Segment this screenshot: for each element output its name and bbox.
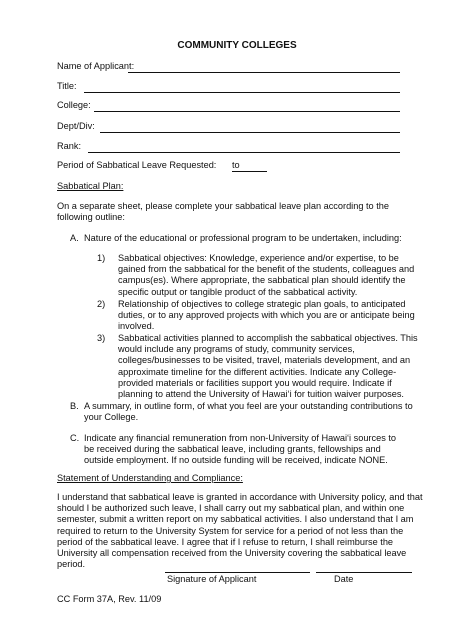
title-field[interactable] bbox=[84, 92, 400, 93]
name-label: Name of Applicant: bbox=[57, 61, 135, 71]
signature-line[interactable] bbox=[165, 572, 310, 573]
statement-heading: Statement of Understanding and Compliance: bbox=[57, 473, 243, 483]
item-3-text: Sabbatical activities planned to accomplish the sabbatical objectives. This would include any programs of study, community services, colleges/businesses to be visited, travel, materials development, and an approximate timeline for the different activities. Indicate any College-provided materials or facilities support you would require. Indicate if planning to attend the University of Hawai‘i for tuition waiver purposes. bbox=[118, 333, 418, 400]
title-label: Title: bbox=[57, 81, 77, 91]
signature-label: Signature of Applicant bbox=[167, 574, 257, 584]
date-line[interactable] bbox=[316, 572, 412, 573]
dept-field[interactable] bbox=[100, 132, 400, 133]
section-b-text: A summary, in outline form, of what you feel are your outstanding contributions to your College. bbox=[84, 401, 413, 423]
period-label: Period of Sabbatical Leave Requested: bbox=[57, 160, 217, 170]
item-3-number: 3) bbox=[97, 333, 106, 343]
item-2-text: Relationship of objectives to college strategic plan goals, to anticipated duties, or to any approved projects with which you are or anticipate being involved. bbox=[118, 299, 415, 332]
college-label: College: bbox=[57, 100, 91, 110]
period-to-label: to bbox=[232, 160, 240, 170]
plan-heading: Sabbatical Plan: bbox=[57, 181, 124, 191]
item-1-number: 1) bbox=[97, 253, 106, 263]
page-title: COMMUNITY COLLEGES bbox=[177, 40, 297, 51]
form-footer: CC Form 37A, Rev. 11/09 bbox=[57, 594, 162, 604]
section-c-label: C. bbox=[70, 433, 80, 443]
statement-text: I understand that sabbatical leave is granted in accordance with University policy, and that should I be authorized such leave, I shall carry out my sabbatical plan, and within one semester, submit a written report on my sabbatical activities. I also understand that I am required to return to the University System for service for a period of not less than the period of the sabbatical leave. I agree that if I refuse to return, I shall reimburse the University all compensation received from the University covering the sabbatical leave period. bbox=[57, 492, 423, 570]
rank-label: Rank: bbox=[57, 141, 82, 151]
section-c-text: Indicate any financial remuneration from non-University of Hawai‘i sources to be received during the sabbatical leave, including grants, fellowships and outside employment. If no outside funding will be received, indicate NONE. bbox=[84, 433, 397, 466]
name-field[interactable] bbox=[128, 72, 400, 73]
college-field[interactable] bbox=[94, 111, 400, 112]
section-a-label: A. bbox=[70, 233, 79, 243]
item-1-text: Sabbatical objectives: Knowledge, experience and/or expertise, to be gained from the sabbatical for the benefit of the students, colleagues and campus(es). Where appropriate, the sabbatical plan should identify the specific output or tangible product of the sabbatical activity. bbox=[118, 253, 415, 297]
section-a-text: Nature of the educational or professional program to be undertaken, including: bbox=[84, 233, 402, 243]
dept-label: Dept/Div: bbox=[57, 121, 95, 131]
period-end-field[interactable] bbox=[240, 171, 267, 172]
section-b-label: B. bbox=[70, 401, 79, 411]
item-2-number: 2) bbox=[97, 299, 106, 309]
date-label: Date bbox=[334, 574, 354, 584]
rank-field[interactable] bbox=[88, 152, 400, 153]
plan-intro: On a separate sheet, please complete your sabbatical leave plan according to the following outline: bbox=[57, 201, 389, 223]
